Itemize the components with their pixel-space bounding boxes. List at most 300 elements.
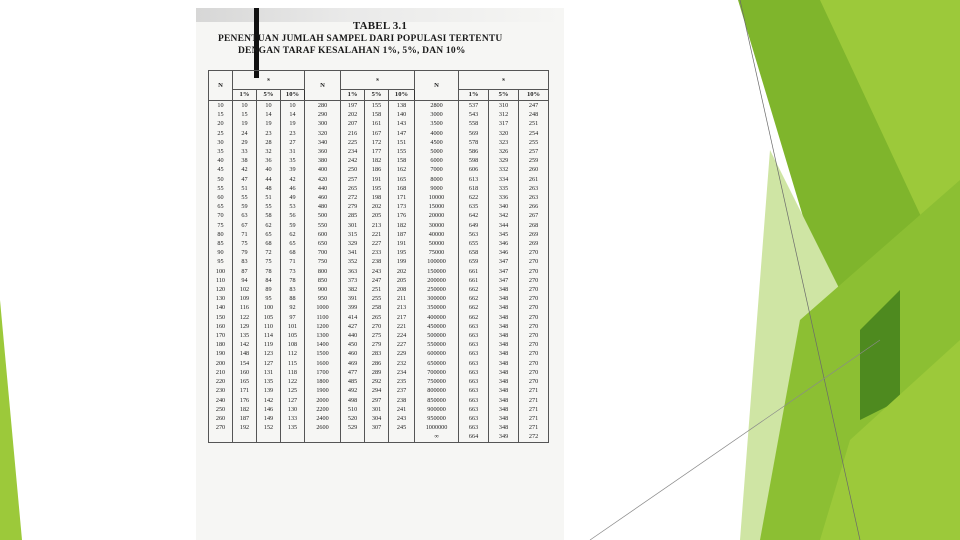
table-cell: 662: [459, 303, 489, 312]
table-cell: 427: [341, 322, 365, 331]
table-cell: 700: [305, 248, 341, 257]
table-cell: 2400: [305, 414, 341, 423]
table-cell: 230: [209, 386, 233, 395]
table-cell: 271: [519, 423, 549, 432]
table-cell: 75: [209, 221, 233, 230]
table-cell: 140: [209, 303, 233, 312]
table-cell: 19: [233, 119, 257, 128]
table-row: [209, 119, 549, 128]
table-cell: 240: [209, 396, 233, 405]
table-cell: 75: [257, 257, 281, 266]
table-cell: 245: [389, 423, 415, 432]
table-cell: 35: [209, 147, 233, 156]
table-cell: 59: [233, 202, 257, 211]
table-cell: 220: [209, 377, 233, 386]
table-cell: 120: [209, 285, 233, 294]
table-cell: 279: [365, 340, 389, 349]
table-cell: 122: [281, 377, 305, 386]
table-cell: 27: [281, 138, 305, 147]
table-cell: 345: [489, 230, 519, 239]
table-cell: 2000: [305, 396, 341, 405]
table-cell: 237: [389, 386, 415, 395]
table-cell: 233: [365, 248, 389, 257]
table-cell: 110: [257, 322, 281, 331]
table-cell: [365, 432, 389, 442]
table-cell: 177: [365, 147, 389, 156]
table-cell: 2600: [305, 423, 341, 432]
table-cell: 187: [389, 230, 415, 239]
table-row: [209, 230, 549, 239]
table-cell: 600: [305, 230, 341, 239]
table-cell: 25: [209, 129, 233, 138]
table-cell: 87: [233, 267, 257, 276]
table-cell: [209, 432, 233, 442]
table-cell: 56: [281, 211, 305, 220]
table-cell: 97: [281, 313, 305, 322]
table-cell: 135: [233, 331, 257, 340]
table-cell: 38: [233, 156, 257, 165]
table-cell: 59: [281, 221, 305, 230]
table-cell: 266: [519, 202, 549, 211]
table-cell: 186: [365, 165, 389, 174]
table-row: [209, 432, 549, 442]
table-cell: 257: [519, 147, 549, 156]
table-cell: 182: [365, 156, 389, 165]
table-cell: 348: [489, 303, 519, 312]
table-cell: 663: [459, 349, 489, 358]
table-cell: 391: [341, 294, 365, 303]
table-cell: 46: [281, 184, 305, 193]
sample-size-table: [208, 70, 549, 443]
table-cell: 112: [281, 349, 305, 358]
table-cell: 460: [341, 349, 365, 358]
table-cell: 320: [305, 129, 341, 138]
table-cell: 205: [365, 211, 389, 220]
table-cell: 133: [281, 414, 305, 423]
table-cell: 158: [389, 156, 415, 165]
table-cell: 40000: [415, 230, 459, 239]
table-cell: 23: [257, 129, 281, 138]
table-cell: 101: [281, 322, 305, 331]
table-cell: 469: [341, 359, 365, 368]
table-cell: 80: [209, 230, 233, 239]
table-cell: 440: [305, 184, 341, 193]
table-cell: 238: [389, 396, 415, 405]
table-cell: 285: [341, 211, 365, 220]
table-cell: 662: [459, 285, 489, 294]
table-cell: 123: [257, 349, 281, 358]
table-subtitle-2: DENGAN TARAF KESALAHAN 1%, 5%, DAN 10%: [238, 46, 466, 56]
table-cell: 270: [519, 257, 549, 266]
table-cell: 79: [233, 248, 257, 257]
table-cell: 348: [489, 340, 519, 349]
table-cell: 297: [365, 396, 389, 405]
table-cell: 47: [233, 175, 257, 184]
table-cell: 182: [233, 405, 257, 414]
table-cell: 270: [519, 267, 549, 276]
table-cell: 176: [389, 211, 415, 220]
table-cell: 312: [489, 110, 519, 119]
table-cell: 663: [459, 377, 489, 386]
table-cell: 7000: [415, 165, 459, 174]
table-cell: 263: [519, 193, 549, 202]
table-cell: 142: [257, 396, 281, 405]
table-cell: [233, 432, 257, 442]
table-cell: 110: [209, 276, 233, 285]
table-cell: 127: [281, 396, 305, 405]
table-cell: 663: [459, 340, 489, 349]
table-cell: 250: [341, 165, 365, 174]
table-cell: 75: [233, 239, 257, 248]
table-cell: 36: [257, 156, 281, 165]
table-cell: 260: [209, 414, 233, 423]
table-cell: 270: [365, 322, 389, 331]
table-row: [209, 294, 549, 303]
table-row: [209, 202, 549, 211]
table-title: TABEL 3.1: [352, 20, 408, 32]
table-cell: 661: [459, 276, 489, 285]
table-cell: 243: [365, 267, 389, 276]
table-cell: 250000: [415, 285, 459, 294]
table-row: [209, 101, 549, 111]
table-cell: 180: [209, 340, 233, 349]
table-cell: 348: [489, 386, 519, 395]
table-cell: 662: [459, 294, 489, 303]
table-cell: 1200: [305, 322, 341, 331]
table-row: [209, 396, 549, 405]
table-cell: 55: [257, 202, 281, 211]
table-cell: 15000: [415, 202, 459, 211]
table-cell: 270: [519, 377, 549, 386]
table-cell: 850000: [415, 396, 459, 405]
table-cell: 272: [341, 193, 365, 202]
table-cell: 24: [233, 129, 257, 138]
table-cell: 270: [519, 349, 549, 358]
table-cell: 68: [281, 248, 305, 257]
table-cell: 255: [519, 138, 549, 147]
table-cell: 600000: [415, 349, 459, 358]
table-cell: [281, 432, 305, 442]
table-cell: 520: [341, 414, 365, 423]
table-cell: 259: [519, 156, 549, 165]
table-cell: [257, 432, 281, 442]
col-s-3: s: [459, 71, 549, 90]
table-cell: 663: [459, 368, 489, 377]
table-cell: 300: [305, 119, 341, 128]
table-cell: 380: [305, 156, 341, 165]
table-cell: 90: [209, 248, 233, 257]
table-cell: 537: [459, 101, 489, 111]
table-cell: 216: [341, 129, 365, 138]
table-cell: 332: [489, 165, 519, 174]
table-cell: 270: [519, 285, 549, 294]
table-cell: 162: [389, 165, 415, 174]
table-cell: 182: [389, 221, 415, 230]
table-cell: 450000: [415, 322, 459, 331]
table-cell: 8000: [415, 175, 459, 184]
table-cell: 613: [459, 175, 489, 184]
table-cell: 10000: [415, 193, 459, 202]
table-row: [209, 184, 549, 193]
table-row: [209, 340, 549, 349]
table-cell: 344: [489, 221, 519, 230]
table-row: [209, 405, 549, 414]
table-cell: 199: [389, 257, 415, 266]
table-cell: [389, 432, 415, 442]
table-cell: 10: [257, 101, 281, 111]
table-cell: 195: [389, 248, 415, 257]
table-cell: 414: [341, 313, 365, 322]
table-cell: 130: [209, 294, 233, 303]
table-cell: 100000: [415, 257, 459, 266]
table-cell: 148: [233, 349, 257, 358]
table-cell: 335: [489, 184, 519, 193]
table-cell: 323: [489, 138, 519, 147]
table-cell: 270: [519, 368, 549, 377]
table-cell: 105: [281, 331, 305, 340]
table-cell: 225: [341, 138, 365, 147]
table-cell: 661: [459, 267, 489, 276]
table-cell: 348: [489, 322, 519, 331]
table-cell: 78: [257, 267, 281, 276]
table-cell: 289: [365, 368, 389, 377]
table-cell: 227: [365, 239, 389, 248]
table-cell: 88: [281, 294, 305, 303]
col-1pct: 1%: [233, 90, 257, 101]
table-row: [209, 368, 549, 377]
table-cell: 267: [519, 211, 549, 220]
table-cell: 195: [365, 184, 389, 193]
table-cell: 20: [209, 119, 233, 128]
table-cell: 348: [489, 414, 519, 423]
table-cell: 292: [365, 377, 389, 386]
table-cell: 213: [389, 303, 415, 312]
table-cell: 346: [489, 239, 519, 248]
table-cell: 440: [341, 331, 365, 340]
table-cell: 900: [305, 285, 341, 294]
table-cell: 271: [519, 386, 549, 395]
table-cell: 373: [341, 276, 365, 285]
table-cell: 102: [233, 285, 257, 294]
table-cell: 155: [389, 147, 415, 156]
table-row: [209, 423, 549, 432]
table-cell: 360: [305, 147, 341, 156]
table-cell: 2800: [415, 101, 459, 111]
table-cell: 150: [209, 313, 233, 322]
table-cell: 300000: [415, 294, 459, 303]
table-cell: 290: [305, 110, 341, 119]
table-cell: 65: [257, 230, 281, 239]
table-cell: 1000: [305, 303, 341, 312]
col-n-2: N: [305, 71, 341, 101]
table-cell: 75000: [415, 248, 459, 257]
table-row: [209, 303, 549, 312]
table-cell: 95: [209, 257, 233, 266]
table-cell: 286: [365, 359, 389, 368]
table-cell: 229: [389, 349, 415, 358]
table-cell: 569: [459, 129, 489, 138]
table-cell: 251: [519, 119, 549, 128]
table-cell: 100: [257, 303, 281, 312]
table-cell: 340: [305, 138, 341, 147]
table-cell: 347: [489, 267, 519, 276]
table-row: [209, 313, 549, 322]
table-cell: 348: [489, 359, 519, 368]
table-row: [209, 138, 549, 147]
table-row: [209, 359, 549, 368]
table-cell: 165: [233, 377, 257, 386]
table-cell: 2200: [305, 405, 341, 414]
table-cell: 750000: [415, 377, 459, 386]
table-row: [209, 349, 549, 358]
table-cell: 950: [305, 294, 341, 303]
table-cell: 260: [519, 165, 549, 174]
table-cell: 950000: [415, 414, 459, 423]
table-cell: 210: [209, 368, 233, 377]
table-cell: 227: [389, 340, 415, 349]
table-cell: 263: [519, 184, 549, 193]
table-cell: 800: [305, 267, 341, 276]
table-cell: 400000: [415, 313, 459, 322]
table-cell: 485: [341, 377, 365, 386]
table-cell: 251: [365, 285, 389, 294]
table-cell: 85: [209, 239, 233, 248]
table-row: [209, 165, 549, 174]
table-cell: 529: [341, 423, 365, 432]
table-cell: 269: [519, 239, 549, 248]
table-cell: 232: [389, 359, 415, 368]
table-cell: 1900: [305, 386, 341, 395]
col-5pct: 5%: [365, 90, 389, 101]
table-cell: 30: [209, 138, 233, 147]
table-cell: 191: [389, 239, 415, 248]
table-cell: 250: [209, 405, 233, 414]
table-cell: 60: [209, 193, 233, 202]
table-cell: 143: [389, 119, 415, 128]
table-row: [209, 221, 549, 230]
table-cell: 221: [389, 322, 415, 331]
table-cell: 347: [489, 257, 519, 266]
table-cell: 238: [365, 257, 389, 266]
table-cell: 492: [341, 386, 365, 395]
table-cell: 261: [519, 175, 549, 184]
table-cell: 1800: [305, 377, 341, 386]
table-cell: 1400: [305, 340, 341, 349]
table-cell: 271: [519, 396, 549, 405]
table-cell: 71: [281, 257, 305, 266]
table-cell: 208: [389, 285, 415, 294]
table-cell: 40: [209, 156, 233, 165]
table-cell: 265: [341, 184, 365, 193]
table-cell: 62: [257, 221, 281, 230]
table-row: [209, 239, 549, 248]
table-cell: 213: [365, 221, 389, 230]
col-n-1: N: [209, 71, 233, 101]
table-cell: 341: [341, 248, 365, 257]
table-cell: 241: [389, 405, 415, 414]
table-cell: 83: [281, 285, 305, 294]
table-cell: 270: [519, 276, 549, 285]
table-cell: ∞: [415, 432, 459, 442]
table-cell: 187: [233, 414, 257, 423]
table-cell: 382: [341, 285, 365, 294]
table-cell: 655: [459, 239, 489, 248]
col-s-2: s: [341, 71, 415, 90]
table-cell: 348: [489, 396, 519, 405]
table-row: [209, 156, 549, 165]
table-cell: 294: [365, 386, 389, 395]
table-cell: 336: [489, 193, 519, 202]
table-cell: 224: [389, 331, 415, 340]
table-cell: 348: [489, 313, 519, 322]
table-cell: 15: [209, 110, 233, 119]
table-cell: 32: [257, 147, 281, 156]
table-cell: 130: [281, 405, 305, 414]
table-cell: [305, 432, 341, 442]
table-cell: 20000: [415, 211, 459, 220]
table-cell: 28: [257, 138, 281, 147]
table-row: [209, 386, 549, 395]
table-cell: 348: [489, 368, 519, 377]
table-body: [209, 101, 549, 443]
table-cell: 247: [365, 276, 389, 285]
table-subtitle-1: PENENTUAN JUMLAH SAMPEL DARI POPULASI TERTENTU: [218, 34, 503, 44]
table-cell: 659: [459, 257, 489, 266]
table-cell: 165: [389, 175, 415, 184]
table-cell: 347: [489, 276, 519, 285]
table-cell: 658: [459, 248, 489, 257]
table-cell: 477: [341, 368, 365, 377]
left-green-strip: [0, 300, 22, 540]
table-cell: 618: [459, 184, 489, 193]
table-cell: 89: [257, 285, 281, 294]
table-row: [209, 331, 549, 340]
table-cell: 272: [519, 432, 549, 442]
table-cell: 1300: [305, 331, 341, 340]
table-cell: 176: [233, 396, 257, 405]
table-cell: 50000: [415, 239, 459, 248]
table-cell: 255: [365, 294, 389, 303]
table-cell: 650000: [415, 359, 459, 368]
table-cell: 150000: [415, 267, 459, 276]
table-cell: 663: [459, 359, 489, 368]
table-cell: 62: [281, 230, 305, 239]
table-cell: 192: [233, 423, 257, 432]
col-s-1: s: [233, 71, 305, 90]
col-10pct: 10%: [281, 90, 305, 101]
table-row: [209, 175, 549, 184]
table-cell: 105: [257, 313, 281, 322]
table-cell: 663: [459, 386, 489, 395]
table-cell: 49: [281, 193, 305, 202]
table-row: [209, 322, 549, 331]
table-cell: 63: [233, 211, 257, 220]
table-cell: 14: [257, 110, 281, 119]
table-cell: 310: [489, 101, 519, 111]
table-cell: 270: [519, 340, 549, 349]
table-cell: 850: [305, 276, 341, 285]
table-cell: 29: [233, 138, 257, 147]
table-cell: 350000: [415, 303, 459, 312]
table-cell: 129: [233, 322, 257, 331]
table-cell: 334: [489, 175, 519, 184]
table-cell: 10: [233, 101, 257, 111]
col-1pct: 1%: [341, 90, 365, 101]
table-cell: 83: [233, 257, 257, 266]
table-cell: 270: [519, 248, 549, 257]
table-cell: 19: [281, 119, 305, 128]
table-cell: 72: [257, 248, 281, 257]
